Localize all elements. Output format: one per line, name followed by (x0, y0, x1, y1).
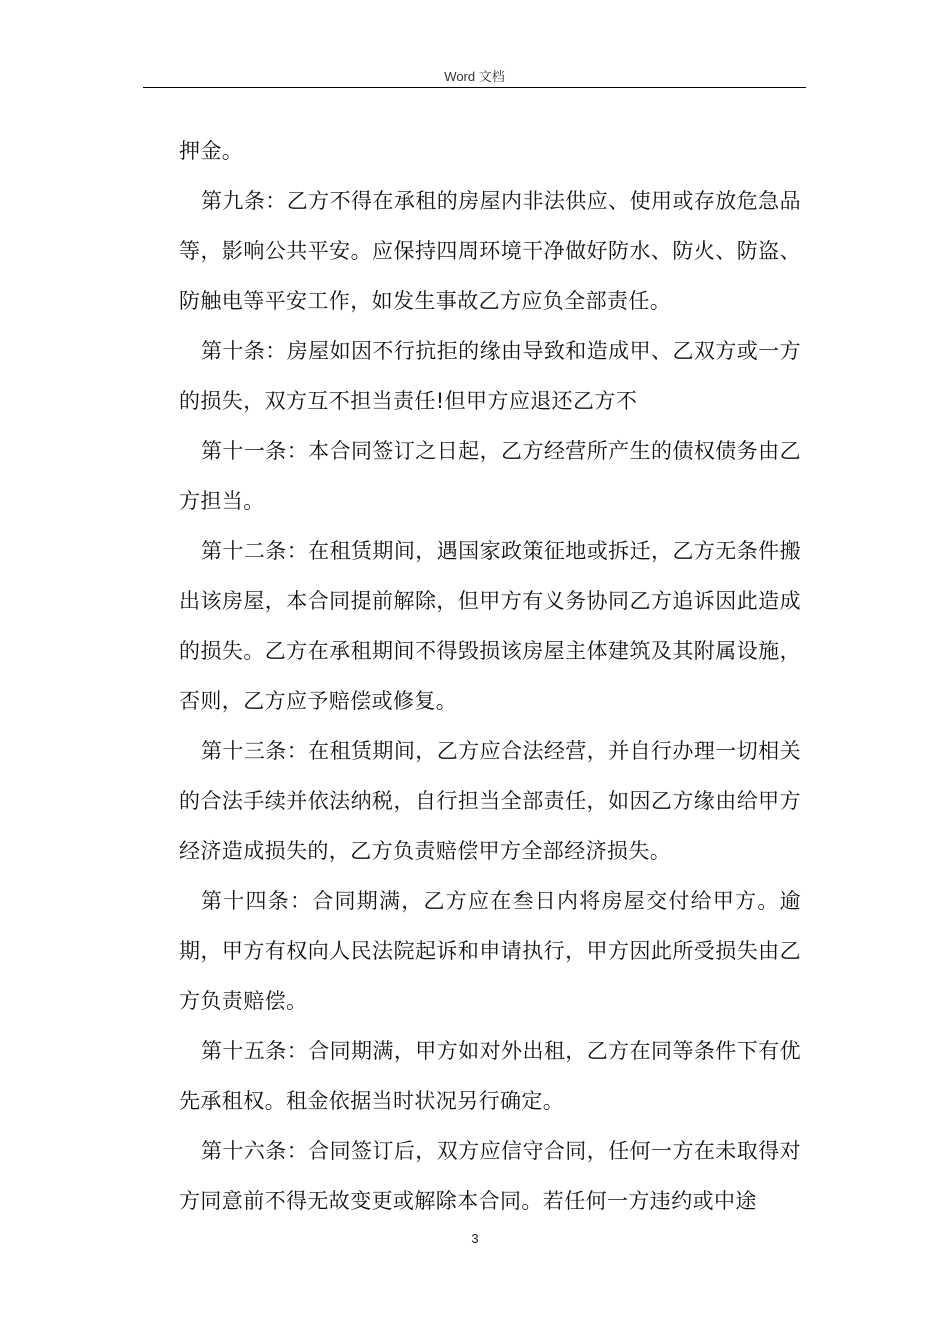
paragraph-article-10: 第十条：房屋如因不行抗拒的缘由导致和造成甲、乙双方或一方的损失，双方互不担当责任!但甲方应退还乙方不 (179, 339, 801, 413)
header-divider (143, 87, 806, 88)
paragraph-article-16: 第十六条：合同签订后，双方应信守合同，任何一方在未取得对方同意前不得无故变更或解除本合同。若任何一方违约或中途 (179, 1139, 801, 1213)
paragraph-article-9: 第九条：乙方不得在承租的房屋内非法供应、使用或存放危急品等，影响公共平安。应保持四周环境干净做好防水、防火、防盗、防触电等平安工作，如发生事故乙方应负全部责任。 (179, 189, 801, 313)
paragraph-article-12: 第十二条：在租赁期间，遇国家政策征地或拆迁，乙方无条件搬出该房屋，本合同提前解除，但甲方有义务协同乙方追诉因此造成的损失。乙方在承租期间不得毁损该房屋主体建筑及其附属设施，否则，乙方应予赔偿或修复。 (179, 539, 801, 713)
document-body (179, 126, 801, 1226)
paragraph-article-11: 第十一条：本合同签订之日起，乙方经营所产生的债权债务由乙方担当。 (179, 439, 801, 513)
paragraph-article-15: 第十五条：合同期满，甲方如对外出租，乙方在同等条件下有优先承租权。租金依据当时状况另行确定。 (179, 1039, 801, 1113)
paragraph-article-14: 第十四条：合同期满，乙方应在叁日内将房屋交付给甲方。逾期，甲方有权向人民法院起诉和申请执行，甲方因此所受损失由乙方负责赔偿。 (179, 889, 801, 1013)
page-header: Word 文档 (444, 69, 505, 84)
paragraph-deposit-end: 押金。 (179, 139, 244, 163)
paragraph-article-13: 第十三条：在租赁期间，乙方应合法经营，并自行办理一切相关的合法手续并依法纳税，自行担当全部责任，如因乙方缘由给甲方经济造成损失的，乙方负责赔偿甲方全部经济损失。 (179, 739, 801, 863)
page-number: 3 (471, 1231, 479, 1246)
